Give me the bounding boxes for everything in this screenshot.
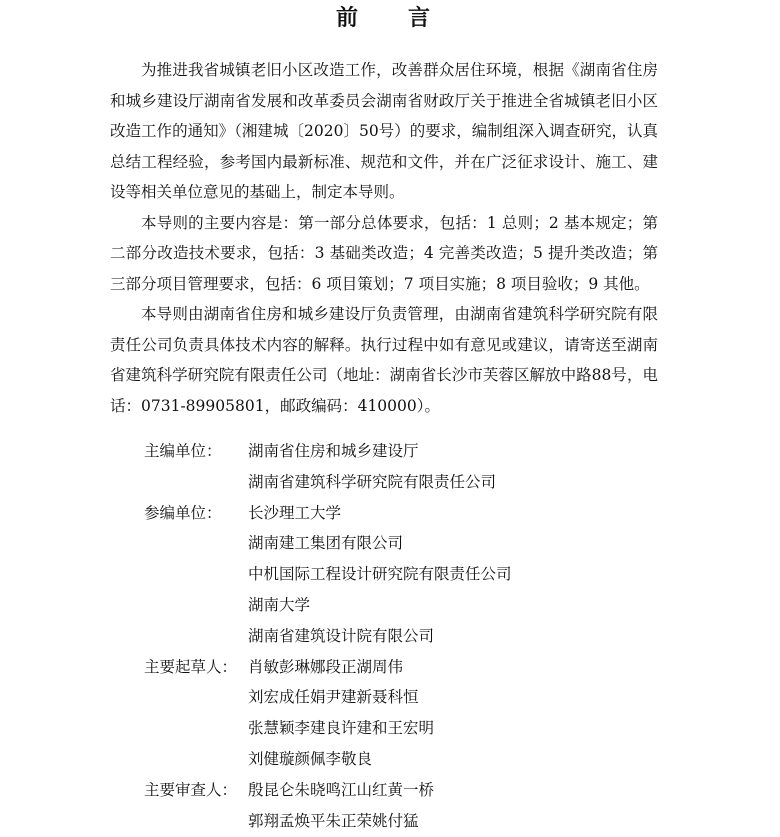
preface-paragraph-contents: 本导则的主要内容是：第一部分总体要求，包括：1 总则；2 基本规定；第二部分改造技术要求，包括：3 基础类改造；4 完善类改造；5 提升类改造；第三部分项目管理要求，包括：6 项目策划；7 项目实施；8 项目验收；9 其他。 bbox=[110, 213, 658, 293]
drafters-label: 主要起草人： bbox=[144, 657, 238, 676]
co-editor-group bbox=[144, 498, 664, 652]
co-editor-unit: 中机国际工程设计研究院有限责任公司 bbox=[248, 565, 512, 584]
drafters-names: 刘宏成任娟尹建新聂科恒 bbox=[248, 688, 419, 707]
chief-editor-label: 主编单位： bbox=[144, 442, 222, 460]
chief-editor-unit: 湖南省住房和城乡建设厅 bbox=[248, 442, 419, 460]
chief-editor-group bbox=[144, 436, 664, 498]
co-editor-unit: 湖南建工集团有限公司 bbox=[248, 534, 404, 553]
reviewers-label: 主要审查人： bbox=[144, 780, 238, 799]
drafters-names: 张慧颖李建良许建和王宏明 bbox=[248, 719, 435, 738]
co-editor-unit: 长沙理工大学 bbox=[248, 503, 342, 522]
credits-section bbox=[144, 436, 664, 836]
reviewers-list bbox=[248, 775, 664, 837]
drafters-group bbox=[144, 652, 664, 775]
reviewers-group bbox=[144, 775, 664, 837]
co-editor-list bbox=[248, 498, 664, 652]
reviewers-names: 殷昆仑朱晓鸣江山红黄一桥 bbox=[248, 780, 435, 799]
co-editor-unit: 湖南大学 bbox=[248, 595, 311, 614]
drafters-list bbox=[248, 652, 664, 775]
preface-paragraph-purpose: 为推进我省城镇老旧小区改造工作，改善群众居住环境，根据《湖南省住房和城乡建设厅湖南省发展和改革委员会湖南省财政厅关于推进全省城镇老旧小区改造工作的通知》（湘建城〔2020〕50号）的要求，编制组深入调查研究，认真总结工程经验，参考国内最新标准、规范和文件，并在广泛征求设计、施工、建设等相关单位意见的基础上，制定本导则。 bbox=[110, 61, 658, 201]
chief-editor-unit: 湖南省建筑科学研究院有限责任公司 bbox=[248, 472, 497, 491]
preface-paragraph-management: 本导则由湖南省住房和城乡建设厅负责管理，由湖南省建筑科学研究院有限责任公司负责具体技术内容的解释。执行过程中如有意见或建议，请寄送至湖南省建筑科学研究院有限责任公司（地址：湖南省长沙市芙蓉区解放中路88号，电话：0731-89905801，邮政编码：410000）。 bbox=[110, 305, 658, 415]
drafters-names: 刘健璇颜佩李敬良 bbox=[248, 749, 373, 768]
reviewers-names: 郭翔孟焕平朱正荣姚付猛 bbox=[248, 811, 419, 830]
page-title: 前 言 bbox=[335, 6, 444, 31]
co-editor-unit: 湖南省建筑设计院有限公司 bbox=[248, 626, 435, 645]
drafters-names: 肖敏彭琳娜段正湖周伟 bbox=[248, 657, 404, 676]
preface-body bbox=[110, 55, 658, 421]
chief-editor-list bbox=[248, 436, 664, 498]
co-editor-label: 参编单位： bbox=[144, 503, 222, 522]
